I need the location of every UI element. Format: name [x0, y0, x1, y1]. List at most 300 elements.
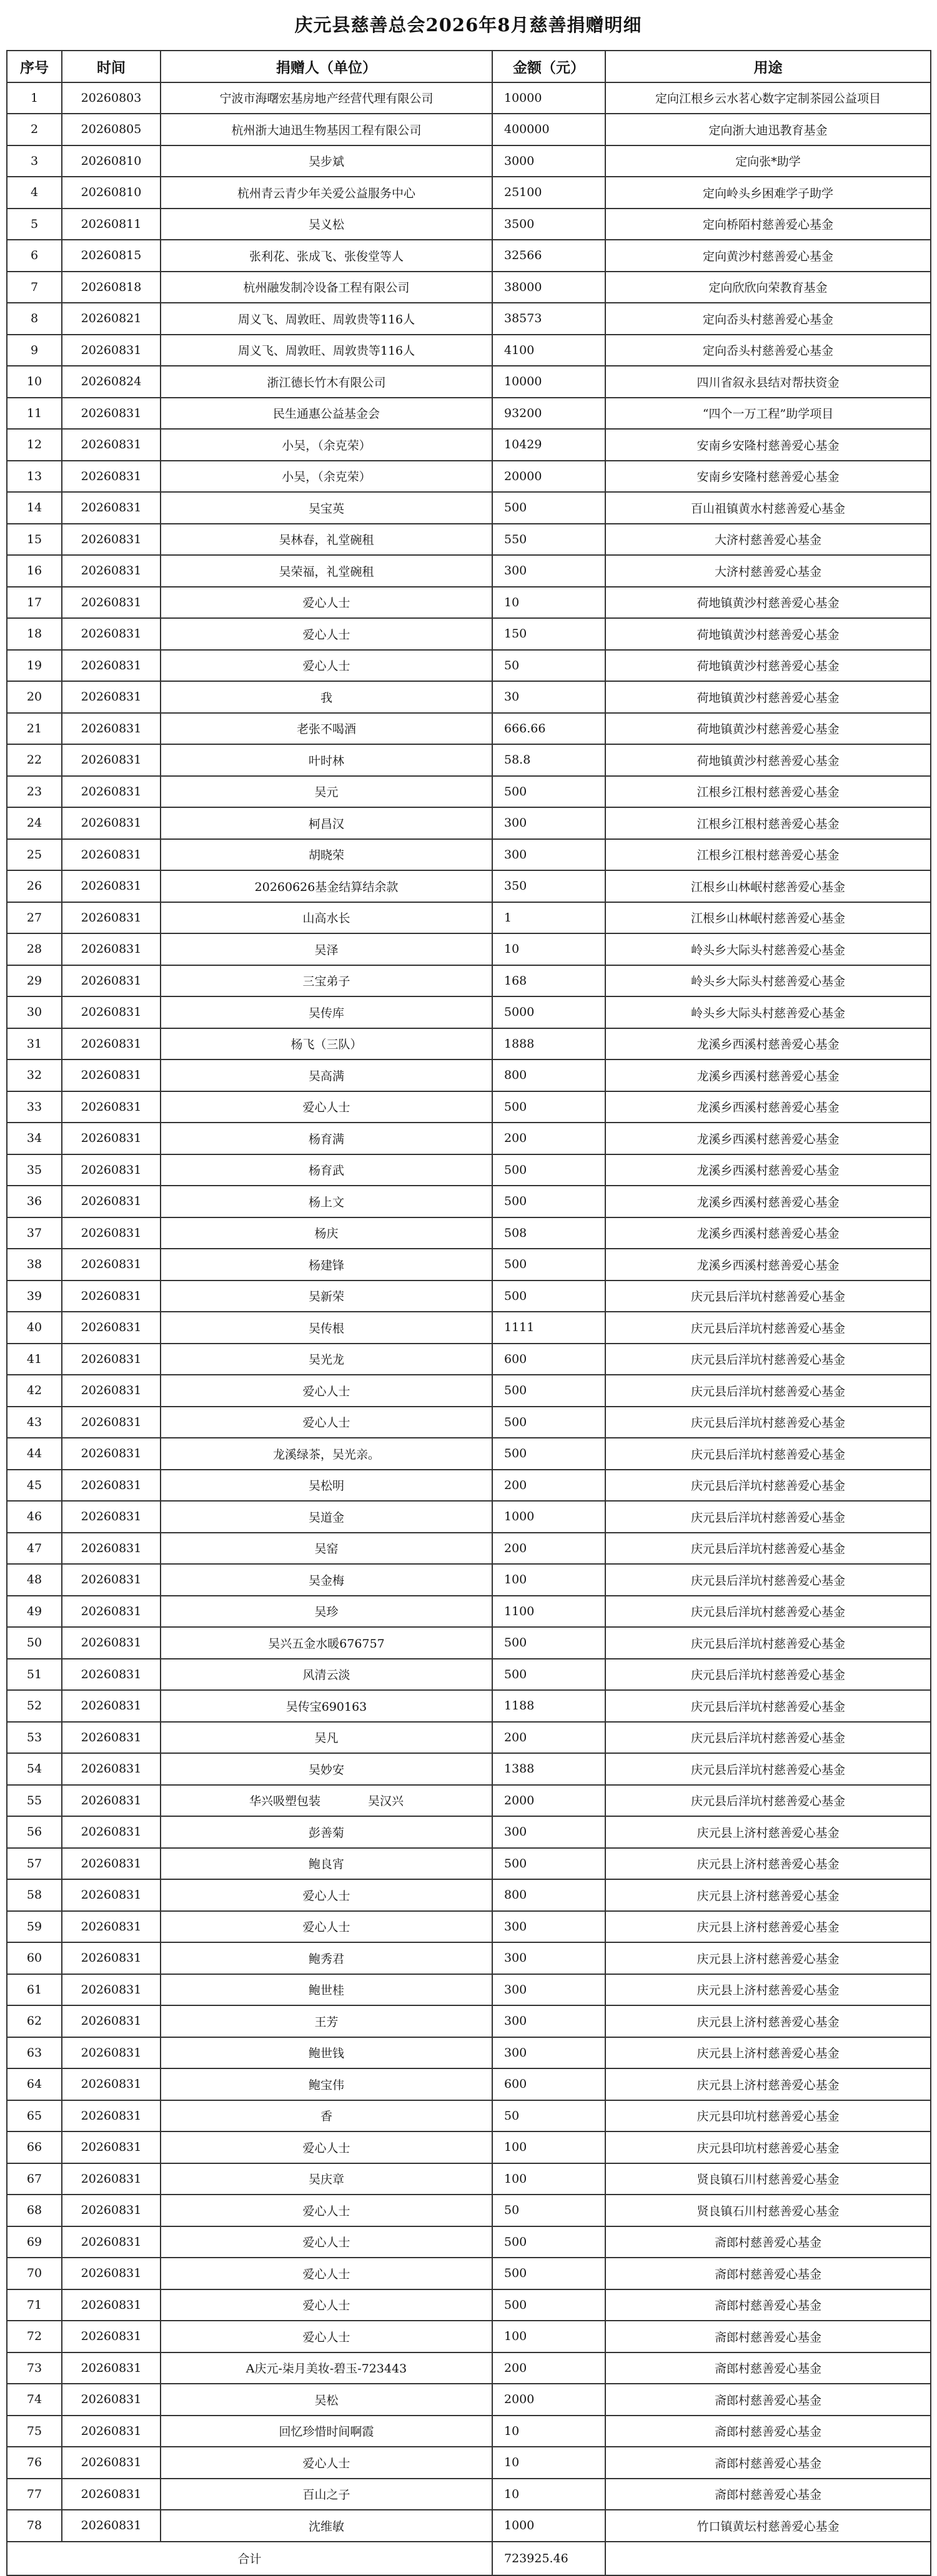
cell-date: 20260831 — [62, 492, 161, 524]
cell-date: 20260831 — [62, 2479, 161, 2510]
table-row — [7, 2163, 931, 2195]
cell-date: 20260831 — [62, 1942, 161, 1974]
cell-index: 23 — [7, 776, 62, 808]
cell-donor: 吴窑 — [161, 1533, 492, 1565]
table-row — [7, 2131, 931, 2163]
cell-date: 20260831 — [62, 902, 161, 934]
cell-index: 57 — [7, 1848, 62, 1880]
cell-index: 77 — [7, 2479, 62, 2510]
cell-purpose: 定向黄沙村慈善爱心基金 — [605, 240, 931, 272]
table-row — [7, 1533, 931, 1565]
cell-index: 73 — [7, 2352, 62, 2384]
cell-index: 44 — [7, 1438, 62, 1470]
cell-date: 20260831 — [62, 2352, 161, 2384]
cell-date: 20260831 — [62, 335, 161, 366]
cell-donor: 鲍世钱 — [161, 2037, 492, 2069]
table-row — [7, 1344, 931, 1375]
cell-index: 9 — [7, 335, 62, 366]
cell-purpose: 庆元县上济村慈善爱心基金 — [605, 2068, 931, 2100]
table-row — [7, 807, 931, 839]
cell-amount: 3000 — [492, 145, 605, 177]
table-row — [7, 650, 931, 682]
table-row — [7, 1690, 931, 1722]
cell-amount: 58.8 — [492, 744, 605, 776]
cell-donor: 鲍秀君 — [161, 1942, 492, 1974]
cell-index: 54 — [7, 1753, 62, 1785]
table-row — [7, 2321, 931, 2352]
cell-amount: 800 — [492, 1059, 605, 1091]
table-row — [7, 1627, 931, 1659]
cell-purpose: 荷地镇黄沙村慈善爱心基金 — [605, 587, 931, 619]
cell-date: 20260824 — [62, 366, 161, 398]
cell-amount: 5000 — [492, 996, 605, 1028]
cell-index: 71 — [7, 2289, 62, 2321]
cell-amount: 1 — [492, 902, 605, 934]
total-row — [7, 2542, 931, 2575]
cell-amount: 550 — [492, 524, 605, 556]
cell-purpose: 荷地镇黄沙村慈善爱心基金 — [605, 681, 931, 713]
table-row — [7, 776, 931, 808]
cell-donor: 爱心人士 — [161, 650, 492, 682]
cell-purpose: 荷地镇黄沙村慈善爱心基金 — [605, 744, 931, 776]
cell-donor: 吴金梅 — [161, 1564, 492, 1596]
cell-amount: 500 — [492, 1407, 605, 1438]
cell-date: 20260831 — [62, 2258, 161, 2289]
cell-purpose: 贤良镇石川村慈善爱心基金 — [605, 2163, 931, 2195]
cell-purpose: 斋郎村慈善爱心基金 — [605, 2447, 931, 2479]
cell-index: 53 — [7, 1722, 62, 1754]
cell-purpose: 庆元县后洋坑村慈善爱心基金 — [605, 1470, 931, 1502]
cell-date: 20260831 — [62, 2384, 161, 2416]
header-date: 时间 — [62, 51, 161, 82]
cell-index: 41 — [7, 1344, 62, 1375]
cell-date: 20260831 — [62, 2510, 161, 2542]
cell-donor: 爱心人士 — [161, 2447, 492, 2479]
cell-purpose: 庆元县后洋坑村慈善爱心基金 — [605, 1312, 931, 1344]
cell-index: 38 — [7, 1249, 62, 1281]
table-row — [7, 461, 931, 493]
cell-purpose: 庆元县后洋坑村慈善爱心基金 — [605, 1722, 931, 1754]
cell-index: 22 — [7, 744, 62, 776]
cell-amount: 10 — [492, 2416, 605, 2447]
table-row — [7, 744, 931, 776]
cell-purpose: 安南乡安隆村慈善爱心基金 — [605, 429, 931, 461]
cell-purpose: 庆元县后洋坑村慈善爱心基金 — [605, 1281, 931, 1312]
header-amount: 金额（元） — [492, 51, 605, 82]
cell-purpose: 庆元县上济村慈善爱心基金 — [605, 1911, 931, 1943]
table-row — [7, 1312, 931, 1344]
cell-amount: 10 — [492, 2479, 605, 2510]
cell-index: 59 — [7, 1911, 62, 1943]
cell-donor: 山高水长 — [161, 902, 492, 934]
cell-donor: 叶时林 — [161, 744, 492, 776]
cell-donor: 吴珍 — [161, 1596, 492, 1628]
table-row — [7, 1722, 931, 1754]
cell-purpose: 龙溪乡西溪村慈善爱心基金 — [605, 1217, 931, 1249]
cell-purpose: 龙溪乡西溪村慈善爱心基金 — [605, 1249, 931, 1281]
cell-purpose: 庆元县上济村慈善爱心基金 — [605, 1848, 931, 1880]
cell-index: 32 — [7, 1059, 62, 1091]
cell-amount: 10 — [492, 933, 605, 965]
table-row — [7, 933, 931, 965]
cell-donor: 爱心人士 — [161, 1091, 492, 1123]
cell-amount: 500 — [492, 1186, 605, 1217]
cell-donor: 杨育武 — [161, 1154, 492, 1186]
cell-purpose: 江根乡江根村慈善爱心基金 — [605, 807, 931, 839]
cell-purpose: 庆元县后洋坑村慈善爱心基金 — [605, 1533, 931, 1565]
cell-index: 45 — [7, 1470, 62, 1502]
cell-index: 10 — [7, 366, 62, 398]
cell-date: 20260831 — [62, 1627, 161, 1659]
cell-amount: 38573 — [492, 303, 605, 335]
cell-amount: 1000 — [492, 2510, 605, 2542]
cell-donor: 吴步斌 — [161, 145, 492, 177]
cell-donor: 吴松 — [161, 2384, 492, 2416]
header-index: 序号 — [7, 51, 62, 82]
cell-purpose: 庆元县后洋坑村慈善爱心基金 — [605, 1375, 931, 1407]
table-row — [7, 713, 931, 745]
table-row — [7, 1123, 931, 1154]
cell-amount: 2000 — [492, 1785, 605, 1817]
table-row — [7, 2289, 931, 2321]
cell-amount: 1188 — [492, 1690, 605, 1722]
cell-date: 20260831 — [62, 2131, 161, 2163]
cell-purpose: 庆元县后洋坑村慈善爱心基金 — [605, 1344, 931, 1375]
table-row — [7, 335, 931, 366]
cell-purpose: 定向岙头村慈善爱心基金 — [605, 335, 931, 366]
cell-amount: 500 — [492, 776, 605, 808]
cell-donor: 吴传库 — [161, 996, 492, 1028]
cell-index: 13 — [7, 461, 62, 493]
cell-donor: 百山之子 — [161, 2479, 492, 2510]
cell-purpose: 定向张*助学 — [605, 145, 931, 177]
cell-amount: 50 — [492, 650, 605, 682]
table-row — [7, 1470, 931, 1502]
cell-index: 29 — [7, 965, 62, 997]
cell-date: 20260831 — [62, 2195, 161, 2226]
cell-amount: 500 — [492, 1249, 605, 1281]
cell-donor: 吴妙安 — [161, 1753, 492, 1785]
table-row — [7, 524, 931, 556]
cell-purpose: 定向岙头村慈善爱心基金 — [605, 303, 931, 335]
cell-donor: 爱心人士 — [161, 2226, 492, 2258]
table-header-row — [7, 51, 931, 82]
cell-date: 20260831 — [62, 587, 161, 619]
cell-amount: 300 — [492, 2005, 605, 2037]
cell-amount: 350 — [492, 870, 605, 902]
cell-index: 14 — [7, 492, 62, 524]
cell-amount: 800 — [492, 1879, 605, 1911]
cell-donor: 吴林春，礼堂碗租 — [161, 524, 492, 556]
cell-donor: 杭州浙大迪迅生物基因工程有限公司 — [161, 114, 492, 145]
cell-amount: 50 — [492, 2100, 605, 2132]
cell-purpose: 庆元县印坑村慈善爱心基金 — [605, 2131, 931, 2163]
cell-purpose: 荷地镇黄沙村慈善爱心基金 — [605, 650, 931, 682]
table-row — [7, 1281, 931, 1312]
cell-date: 20260831 — [62, 807, 161, 839]
cell-donor: 爱心人士 — [161, 2195, 492, 2226]
cell-index: 30 — [7, 996, 62, 1028]
table-row — [7, 2510, 931, 2542]
cell-date: 20260831 — [62, 1911, 161, 1943]
cell-index: 42 — [7, 1375, 62, 1407]
cell-amount: 500 — [492, 1627, 605, 1659]
cell-donor: 吴道金 — [161, 1501, 492, 1533]
cell-amount: 500 — [492, 1281, 605, 1312]
cell-purpose: 庆元县后洋坑村慈善爱心基金 — [605, 1690, 931, 1722]
table-row — [7, 1659, 931, 1691]
cell-index: 34 — [7, 1123, 62, 1154]
cell-date: 20260831 — [62, 1879, 161, 1911]
cell-index: 24 — [7, 807, 62, 839]
cell-date: 20260831 — [62, 1028, 161, 1060]
cell-donor: 浙江德长竹木有限公司 — [161, 366, 492, 398]
table-row — [7, 398, 931, 430]
cell-date: 20260831 — [62, 2289, 161, 2321]
cell-index: 72 — [7, 2321, 62, 2352]
cell-index: 74 — [7, 2384, 62, 2416]
table-row — [7, 2447, 931, 2479]
cell-index: 5 — [7, 209, 62, 240]
cell-index: 20 — [7, 681, 62, 713]
cell-purpose: “四个一万工程”助学项目 — [605, 398, 931, 430]
cell-amount: 100 — [492, 2131, 605, 2163]
table-row — [7, 1596, 931, 1628]
table-row — [7, 2226, 931, 2258]
cell-index: 47 — [7, 1533, 62, 1565]
cell-date: 20260815 — [62, 240, 161, 272]
cell-index: 33 — [7, 1091, 62, 1123]
cell-date: 20260831 — [62, 1596, 161, 1628]
table-row — [7, 209, 931, 240]
cell-donor: 张利花、张成飞、张俊堂等人 — [161, 240, 492, 272]
total-label: 合计 — [7, 2542, 492, 2575]
cell-date: 20260831 — [62, 650, 161, 682]
cell-donor: 吴松明 — [161, 1470, 492, 1502]
cell-donor: 吴义松 — [161, 209, 492, 240]
cell-donor: 杨育满 — [161, 1123, 492, 1154]
cell-date: 20260831 — [62, 1091, 161, 1123]
cell-date: 20260831 — [62, 839, 161, 871]
cell-date: 20260831 — [62, 1344, 161, 1375]
cell-purpose: 龙溪乡西溪村慈善爱心基金 — [605, 1186, 931, 1217]
cell-amount: 500 — [492, 1154, 605, 1186]
cell-index: 52 — [7, 1690, 62, 1722]
cell-date: 20260831 — [62, 429, 161, 461]
cell-amount: 300 — [492, 807, 605, 839]
cell-purpose: 斋郎村慈善爱心基金 — [605, 2321, 931, 2352]
cell-index: 64 — [7, 2068, 62, 2100]
cell-date: 20260831 — [62, 1848, 161, 1880]
table-row — [7, 1059, 931, 1091]
cell-amount: 10 — [492, 2447, 605, 2479]
cell-purpose: 定向江根乡云水茗心数字定制茶园公益项目 — [605, 82, 931, 114]
cell-donor: 爱心人士 — [161, 1375, 492, 1407]
cell-date: 20260831 — [62, 1059, 161, 1091]
cell-amount: 508 — [492, 1217, 605, 1249]
cell-amount: 200 — [492, 2352, 605, 2384]
table-row — [7, 996, 931, 1028]
cell-purpose: 四川省叙永县结对帮扶资金 — [605, 366, 931, 398]
cell-date: 20260831 — [62, 2068, 161, 2100]
cell-amount: 1100 — [492, 1596, 605, 1628]
cell-date: 20260831 — [62, 2226, 161, 2258]
cell-amount: 25100 — [492, 177, 605, 209]
cell-donor: 鲍世桂 — [161, 1974, 492, 2006]
cell-amount: 10000 — [492, 366, 605, 398]
cell-donor: 吴传根 — [161, 1312, 492, 1344]
cell-index: 18 — [7, 618, 62, 650]
cell-index: 31 — [7, 1028, 62, 1060]
cell-purpose: 江根乡江根村慈善爱心基金 — [605, 839, 931, 871]
table-row — [7, 1942, 931, 1974]
cell-index: 67 — [7, 2163, 62, 2195]
cell-date: 20260831 — [62, 870, 161, 902]
cell-donor: 柯昌汉 — [161, 807, 492, 839]
cell-donor: 吴宝英 — [161, 492, 492, 524]
cell-index: 11 — [7, 398, 62, 430]
cell-purpose: 百山祖镇黄水村慈善爱心基金 — [605, 492, 931, 524]
cell-index: 56 — [7, 1816, 62, 1848]
cell-purpose: 岭头乡大际头村慈善爱心基金 — [605, 996, 931, 1028]
cell-purpose: 定向浙大迪迅教育基金 — [605, 114, 931, 145]
cell-donor: 三宝弟子 — [161, 965, 492, 997]
table-row — [7, 1911, 931, 1943]
cell-donor: 杭州融发制冷设备工程有限公司 — [161, 272, 492, 303]
cell-date: 20260831 — [62, 1816, 161, 1848]
cell-amount: 200 — [492, 1123, 605, 1154]
cell-purpose: 庆元县上济村慈善爱心基金 — [605, 2005, 931, 2037]
cell-purpose: 贤良镇石川村慈善爱心基金 — [605, 2195, 931, 2226]
cell-donor: 老张不喝酒 — [161, 713, 492, 745]
cell-donor: 吴光龙 — [161, 1344, 492, 1375]
cell-date: 20260831 — [62, 2100, 161, 2132]
cell-date: 20260831 — [62, 555, 161, 587]
cell-amount: 100 — [492, 1564, 605, 1596]
cell-amount: 600 — [492, 1344, 605, 1375]
cell-index: 55 — [7, 1785, 62, 1817]
table-row — [7, 1816, 931, 1848]
cell-amount: 500 — [492, 1848, 605, 1880]
cell-date: 20260831 — [62, 1312, 161, 1344]
table-row — [7, 145, 931, 177]
cell-purpose: 岭头乡大际头村慈善爱心基金 — [605, 965, 931, 997]
cell-date: 20260831 — [62, 681, 161, 713]
cell-index: 49 — [7, 1596, 62, 1628]
cell-index: 25 — [7, 839, 62, 871]
header-purpose: 用途 — [605, 51, 931, 82]
table-row — [7, 1501, 931, 1533]
table-row — [7, 272, 931, 303]
cell-amount: 100 — [492, 2163, 605, 2195]
table-row — [7, 2068, 931, 2100]
table-row — [7, 1848, 931, 1880]
cell-purpose: 江根乡江根村慈善爱心基金 — [605, 776, 931, 808]
cell-donor: 吴新荣 — [161, 1281, 492, 1312]
cell-donor: 彭善菊 — [161, 1816, 492, 1848]
cell-date: 20260831 — [62, 1753, 161, 1785]
cell-index: 76 — [7, 2447, 62, 2479]
cell-donor: 爱心人士 — [161, 2258, 492, 2289]
cell-purpose: 定向桥陌村慈善爱心基金 — [605, 209, 931, 240]
cell-purpose: 庆元县后洋坑村慈善爱心基金 — [605, 1407, 931, 1438]
cell-donor: 吴凡 — [161, 1722, 492, 1754]
cell-purpose: 庆元县上济村慈善爱心基金 — [605, 1879, 931, 1911]
cell-amount: 666.66 — [492, 713, 605, 745]
cell-purpose: 江根乡山林岷村慈善爱心基金 — [605, 902, 931, 934]
cell-amount: 1111 — [492, 1312, 605, 1344]
cell-date: 20260831 — [62, 1659, 161, 1691]
cell-purpose: 庆元县后洋坑村慈善爱心基金 — [605, 1596, 931, 1628]
cell-index: 40 — [7, 1312, 62, 1344]
cell-amount: 100 — [492, 2321, 605, 2352]
cell-purpose: 竹口镇黄坛村慈善爱心基金 — [605, 2510, 931, 2542]
cell-donor: 风清云淡 — [161, 1659, 492, 1691]
table-row — [7, 1154, 931, 1186]
cell-purpose: 斋郎村慈善爱心基金 — [605, 2289, 931, 2321]
cell-purpose: 庆元县后洋坑村慈善爱心基金 — [605, 1438, 931, 1470]
table-row — [7, 114, 931, 145]
cell-purpose: 斋郎村慈善爱心基金 — [605, 2258, 931, 2289]
table-row — [7, 839, 931, 871]
cell-amount: 200 — [492, 1533, 605, 1565]
cell-date: 20260831 — [62, 618, 161, 650]
cell-index: 19 — [7, 650, 62, 682]
cell-index: 60 — [7, 1942, 62, 1974]
cell-date: 20260831 — [62, 965, 161, 997]
cell-donor: 爱心人士 — [161, 2131, 492, 2163]
cell-date: 20260831 — [62, 1722, 161, 1754]
cell-date: 20260818 — [62, 272, 161, 303]
cell-amount: 10 — [492, 587, 605, 619]
cell-index: 43 — [7, 1407, 62, 1438]
cell-amount: 500 — [492, 1438, 605, 1470]
cell-amount: 93200 — [492, 398, 605, 430]
cell-purpose: 龙溪乡西溪村慈善爱心基金 — [605, 1154, 931, 1186]
cell-donor: 龙溪绿茶，吴光亲。 — [161, 1438, 492, 1470]
cell-amount: 500 — [492, 1091, 605, 1123]
cell-donor: 鲍宝伟 — [161, 2068, 492, 2100]
cell-purpose: 庆元县后洋坑村慈善爱心基金 — [605, 1627, 931, 1659]
cell-donor: 杨飞（三队） — [161, 1028, 492, 1060]
table-row — [7, 2416, 931, 2447]
cell-index: 61 — [7, 1974, 62, 2006]
cell-index: 78 — [7, 2510, 62, 2542]
cell-amount: 300 — [492, 1942, 605, 1974]
cell-purpose: 大济村慈善爱心基金 — [605, 524, 931, 556]
cell-amount: 10000 — [492, 82, 605, 114]
table-row — [7, 1375, 931, 1407]
cell-donor: 吴兴五金水暖676757 — [161, 1627, 492, 1659]
cell-index: 65 — [7, 2100, 62, 2132]
cell-amount: 500 — [492, 2289, 605, 2321]
table-row — [7, 1186, 931, 1217]
cell-date: 20260831 — [62, 933, 161, 965]
table-row — [7, 587, 931, 619]
cell-index: 66 — [7, 2131, 62, 2163]
cell-amount: 500 — [492, 2226, 605, 2258]
cell-donor: 回忆珍惜时间啊霞 — [161, 2416, 492, 2447]
cell-date: 20260831 — [62, 2163, 161, 2195]
table-row — [7, 1879, 931, 1911]
cell-date: 20260831 — [62, 1690, 161, 1722]
cell-index: 26 — [7, 870, 62, 902]
cell-index: 27 — [7, 902, 62, 934]
cell-purpose: 斋郎村慈善爱心基金 — [605, 2416, 931, 2447]
cell-index: 69 — [7, 2226, 62, 2258]
cell-index: 8 — [7, 303, 62, 335]
cell-date: 20260831 — [62, 2321, 161, 2352]
